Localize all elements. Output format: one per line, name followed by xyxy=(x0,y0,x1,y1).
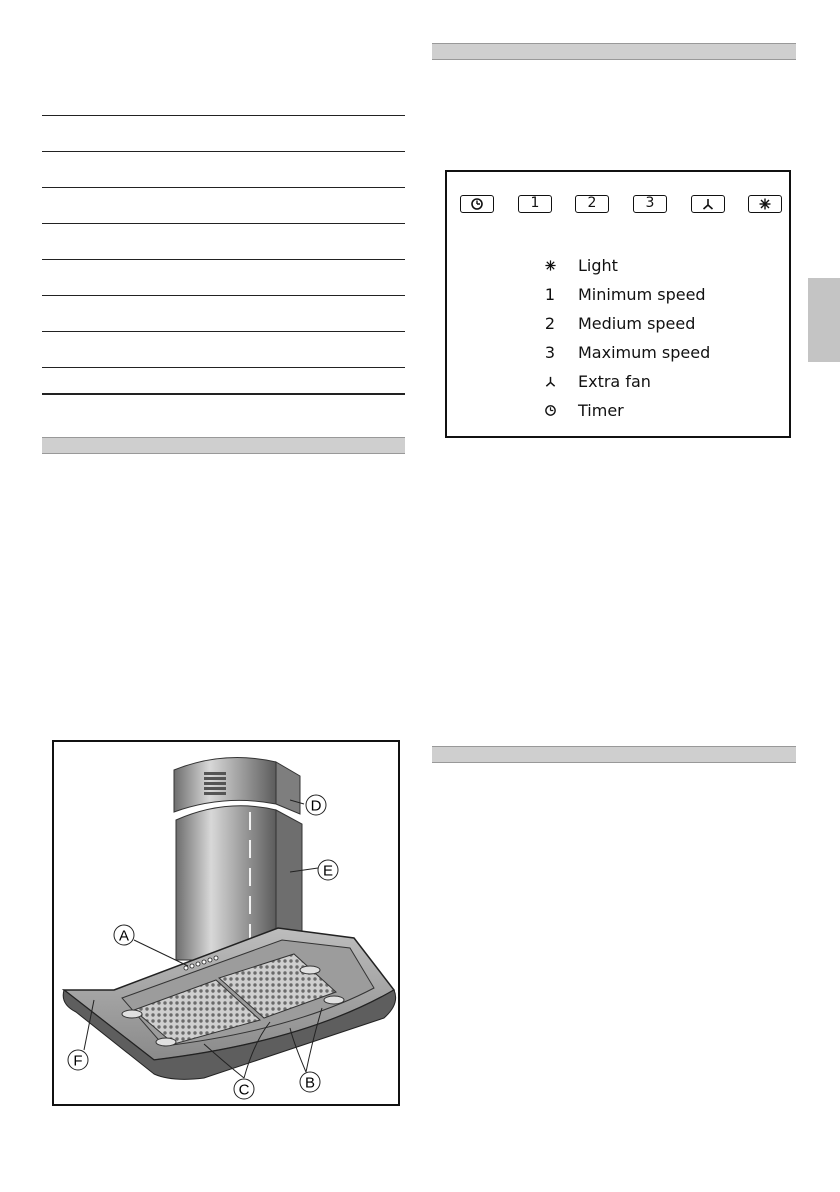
table-rule-bottom xyxy=(42,393,405,395)
table-rule xyxy=(42,295,405,296)
table-rule xyxy=(42,331,405,332)
legend-row-timer xyxy=(541,399,771,423)
legend-label: Minimum speed xyxy=(578,285,706,304)
svg-text:B: B xyxy=(304,1074,316,1092)
legend-symbol: 3 xyxy=(544,343,556,362)
timer-key xyxy=(460,195,494,213)
light-icon xyxy=(541,254,559,279)
callout-f xyxy=(68,1050,88,1070)
svg-text:F: F xyxy=(73,1052,83,1070)
light-icon xyxy=(758,197,772,211)
svg-text:A: A xyxy=(118,927,130,945)
legend-label: Medium speed xyxy=(578,314,696,333)
extra-fan-icon xyxy=(701,197,715,211)
canopy xyxy=(63,928,395,1079)
legend-label: Light xyxy=(578,256,618,275)
callout-d xyxy=(306,795,326,815)
legend-row-extra-fan xyxy=(541,370,771,394)
control-panel-legend xyxy=(445,170,791,438)
callout-e xyxy=(318,860,338,880)
legend-row-light xyxy=(541,254,771,278)
table-rule xyxy=(42,259,405,260)
table-rule xyxy=(42,223,405,224)
callout-a xyxy=(114,925,134,945)
speed-1-key: 1 xyxy=(518,195,552,213)
hood-illustration xyxy=(52,740,400,1106)
legend-row-max-speed xyxy=(541,341,771,365)
speed-2-key: 2 xyxy=(575,195,609,213)
side-index-tab xyxy=(808,278,840,362)
legend-symbol: 1 xyxy=(544,285,556,304)
svg-text:E: E xyxy=(322,862,334,880)
table-rule xyxy=(42,367,405,368)
legend-label: Timer xyxy=(578,401,624,420)
light-key xyxy=(748,195,782,213)
svg-text:C: C xyxy=(238,1081,250,1099)
legend-symbol: 2 xyxy=(544,314,556,333)
section-header-bar xyxy=(432,43,796,60)
table-rule xyxy=(42,151,405,152)
hood-drawing xyxy=(54,742,398,1104)
section-header-bar xyxy=(432,746,796,763)
legend-label: Maximum speed xyxy=(578,343,711,362)
extra-fan-icon xyxy=(541,370,559,395)
legend-row-medium-speed xyxy=(541,312,771,336)
svg-text:D: D xyxy=(310,797,322,815)
section-header-bar xyxy=(42,437,405,454)
table-rule xyxy=(42,187,405,188)
extra-fan-key xyxy=(691,195,725,213)
callout-b xyxy=(300,1072,320,1092)
callout-c xyxy=(234,1079,254,1099)
timer-icon xyxy=(541,399,559,424)
legend-row-min-speed xyxy=(541,283,771,307)
legend-label: Extra fan xyxy=(578,372,651,391)
table-rule xyxy=(42,115,405,116)
timer-icon xyxy=(470,197,484,211)
speed-3-key: 3 xyxy=(633,195,667,213)
